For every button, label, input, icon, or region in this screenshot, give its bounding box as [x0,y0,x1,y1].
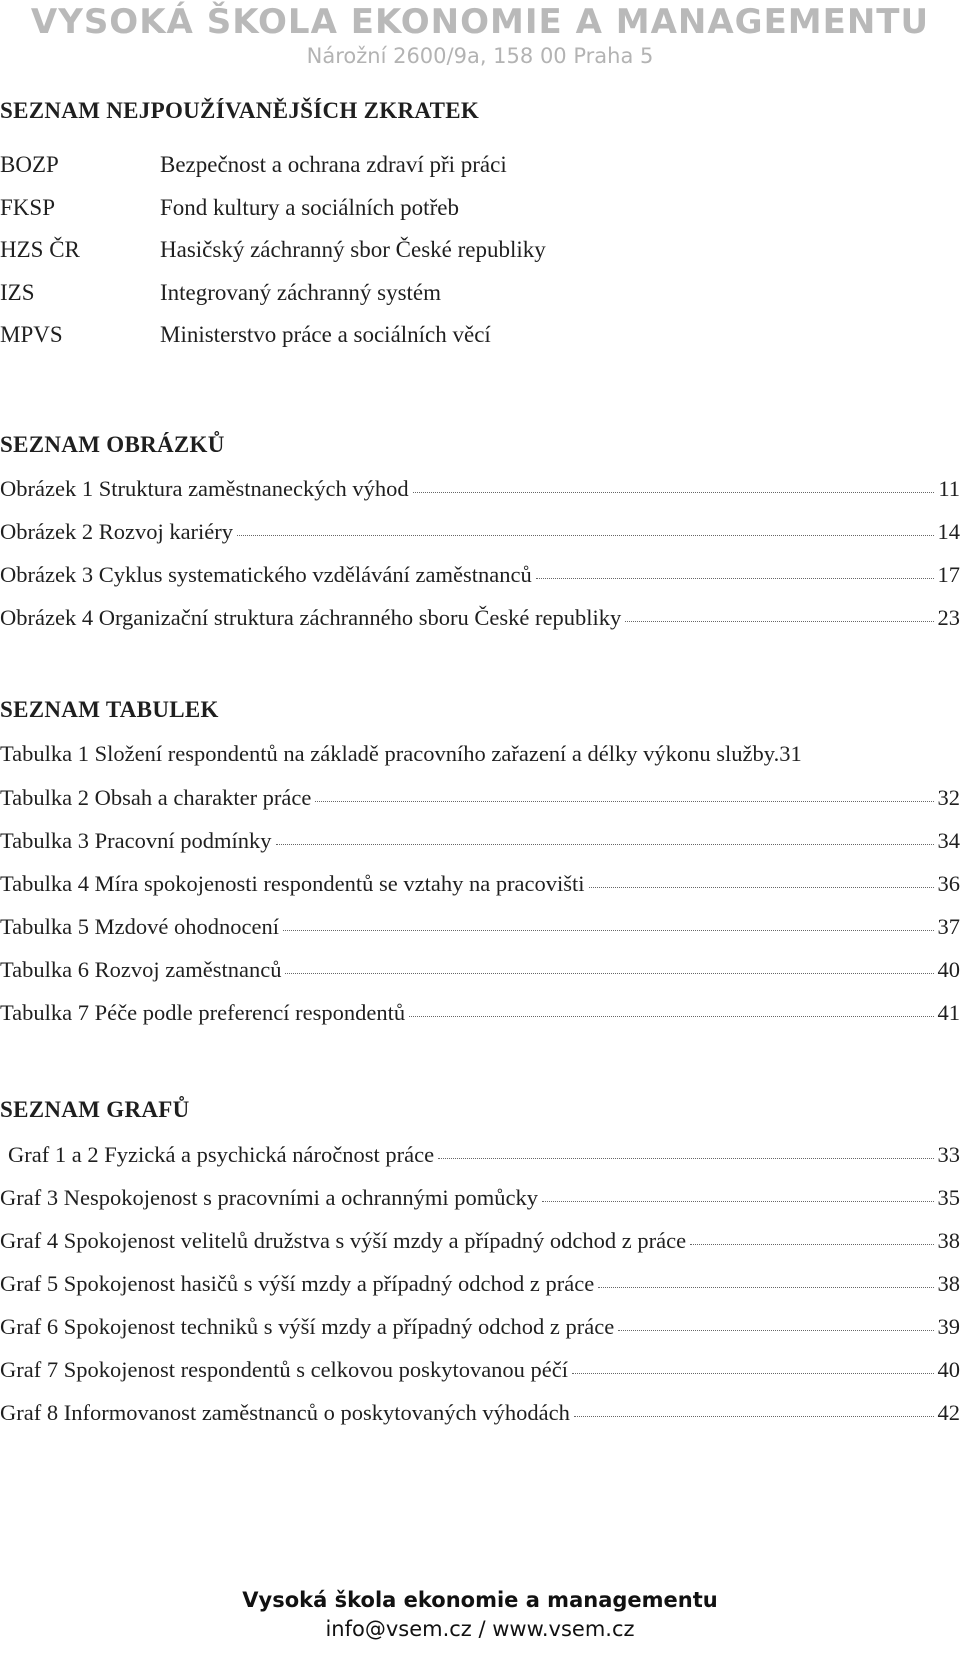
table-entry[interactable] [0,827,960,857]
abbreviation-description: Ministerstvo práce a sociálních věcí [160,322,491,347]
entry-page-number: 39 [937,1314,960,1340]
dot-leader [438,1138,933,1159]
graphs-heading: SEZNAM GRAFŮ [0,1097,190,1122]
entry-page-number: 37 [937,914,960,940]
abbreviations-heading: SEZNAM NEJPOUŽÍVANĚJŠÍCH ZKRATEK [0,98,480,123]
dot-leader [285,953,933,974]
dot-leader [598,1267,933,1288]
figure-entry[interactable] [0,561,960,591]
figure-entry[interactable] [0,518,960,548]
entry-title: Obrázek 1 Struktura zaměstnaneckých výhod [0,476,409,502]
dot-leader [413,472,935,493]
dot-leader [572,1353,933,1374]
abbreviation-code: IZS [0,280,35,305]
graph-entry[interactable] [0,1399,960,1429]
entry-page-number: 40 [937,957,960,983]
entry-title: Obrázek 2 Rozvoj kariéry [0,519,234,545]
dot-leader [536,558,934,579]
abbreviation-code: FKSP [0,195,55,220]
institution-title: VYSOKÁ ŠKOLA EKONOMIE A MANAGEMENTU [30,2,930,42]
entry-page-number: 35 [937,1185,960,1211]
table-entry[interactable] [0,741,960,771]
dot-leader [625,601,933,622]
entry-page-number: 41 [937,1000,960,1026]
entry-title: Tabulka 3 Pracovní podmínky [0,828,272,854]
graph-entry[interactable] [0,1184,960,1214]
entry-page-number: 11 [938,476,960,502]
entry-title: Tabulka 7 Péče podle preferencí respondentů [0,1000,406,1026]
abbreviation-row [0,152,960,182]
entry-page-number: 34 [937,828,960,854]
dot-leader [237,515,933,536]
abbreviation-description: Fond kultury a sociálních potřeb [160,195,459,220]
abbreviation-code: HZS ČR [0,237,80,262]
entry-title: Graf 7 Spokojenost respondentů s celkovou poskytovanou péčí [0,1357,569,1383]
dot-leader [409,996,933,1017]
graph-entry[interactable] [0,1313,960,1343]
footer-institution-name: Vysoká škola ekonomie a managementu [242,1588,718,1612]
entry-page-number: 42 [937,1400,960,1426]
dot-leader [315,781,933,802]
table-entry[interactable] [0,999,960,1029]
table-entry[interactable] [0,913,960,943]
table-entry[interactable] [0,784,960,814]
tables-heading: SEZNAM TABULEK [0,697,219,722]
dot-leader [690,1224,933,1245]
entry-page-number: 32 [937,785,960,811]
entry-page-number: 17 [937,562,960,588]
figure-entry[interactable] [0,604,960,634]
abbreviation-row [0,322,960,352]
abbreviation-row [0,195,960,225]
entry-title: Graf 4 Spokojenost velitelů družstva s výší mzdy a případný odchod z práce [0,1228,687,1254]
table-entry[interactable] [0,870,960,900]
graph-entry[interactable] [0,1270,960,1300]
dot-leader [283,910,934,931]
entry-page-number: 40 [937,1357,960,1383]
abbreviation-code: MPVS [0,322,63,347]
table-entry[interactable] [0,956,960,986]
graph-entry[interactable] [0,1227,960,1257]
entry-title: Obrázek 3 Cyklus systematického vzdělávání zaměstnanců [0,562,532,588]
abbreviation-description: Hasičský záchranný sbor České republiky [160,237,546,262]
abbreviation-description: Bezpečnost a ochrana zdraví při práci [160,152,507,177]
abbreviation-code: BOZP [0,152,59,177]
entry-page-number: 14 [937,519,960,545]
entry-page-number: 38 [937,1228,960,1254]
entry-title: Tabulka 5 Mzdové ohodnocení [0,914,279,940]
entry-title: Tabulka 2 Obsah a charakter práce [0,785,312,811]
entry-title: Graf 8 Informovanost zaměstnanců o poskytovaných výhodách [0,1400,570,1426]
footer-contact-links[interactable]: info@vsem.cz / www.vsem.cz [325,1617,635,1641]
abbreviation-row [0,237,960,267]
entry-title: Tabulka 6 Rozvoj zaměstnanců [0,957,282,983]
figures-heading: SEZNAM OBRÁZKŮ [0,432,225,457]
entry-page-number: 36 [937,871,960,897]
entry-title: Graf 5 Spokojenost hasičů s výší mzdy a případný odchod z práce [0,1271,595,1297]
entry-title: Tabulka 1 Složení respondentů na základě pracovního zařazení a délky výkonu služby. [0,741,780,766]
entry-title: Obrázek 4 Organizační struktura záchranného sboru České republiky [0,605,622,631]
abbreviation-row [0,280,960,310]
entry-page-number: 33 [937,1142,960,1168]
graph-entry[interactable] [0,1356,960,1386]
dot-leader [618,1310,933,1331]
dot-leader [574,1396,934,1417]
figure-entry[interactable] [0,475,960,505]
dot-leader [276,824,934,845]
dot-leader [589,867,934,888]
dot-leader [542,1181,933,1202]
graph-entry[interactable] [0,1141,960,1171]
entry-title: Graf 1 a 2 Fyzická a psychická náročnost práce [8,1142,435,1168]
entry-title: Tabulka 4 Míra spokojenosti respondentů se vztahy na pracovišti [0,871,585,897]
entry-page-number: 38 [937,1271,960,1297]
entry-title: Graf 6 Spokojenost techniků s výší mzdy a případný odchod z práce [0,1314,615,1340]
entry-title: Graf 3 Nespokojenost s pracovními a ochrannými pomůcky [0,1185,539,1211]
entry-page-number: 31 [779,741,802,766]
entry-page-number: 23 [937,605,960,631]
abbreviation-description: Integrovaný záchranný systém [160,280,442,305]
institution-address: Nárožní 2600/9a, 158 00 Praha 5 [306,44,654,68]
